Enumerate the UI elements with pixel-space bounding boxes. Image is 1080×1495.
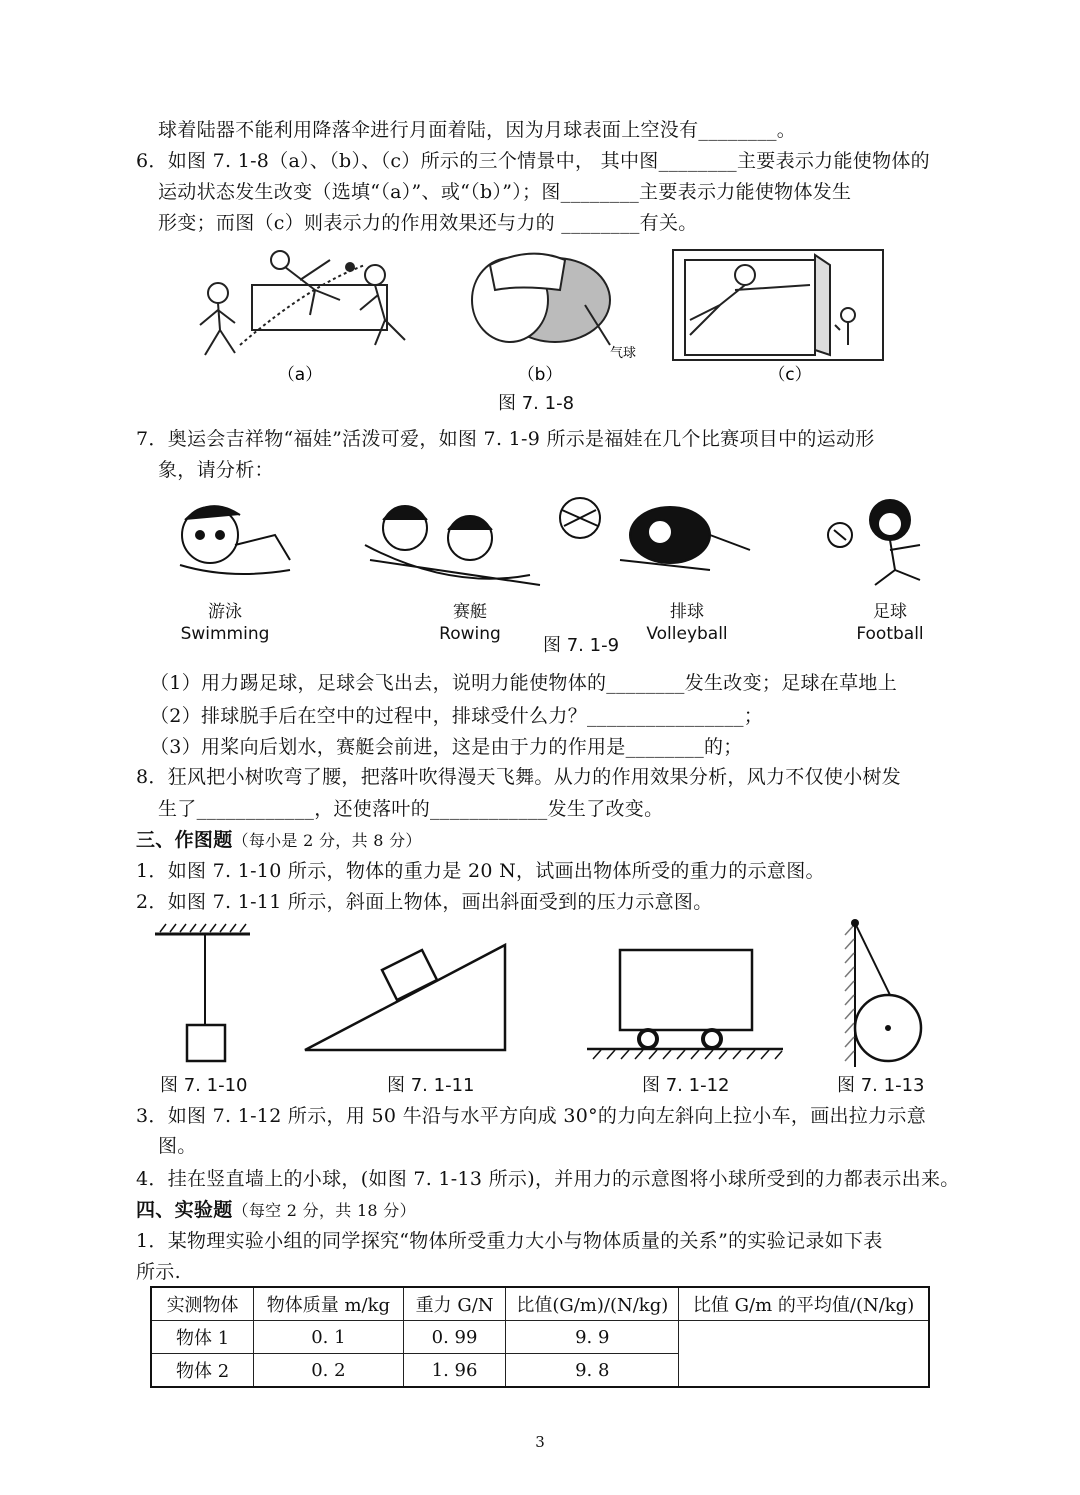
rowing-mascot-illustration — [365, 506, 540, 585]
experiment-question-1-line-2: 所示. — [136, 1261, 181, 1283]
table-header-cell: 比值(G/m)/(N/kg) — [506, 1287, 679, 1321]
figure-7-1-10-caption: 图 7. 1-10 — [160, 1075, 248, 1096]
figure-7-1-10 — [150, 920, 260, 1065]
question-6-line-3: 形变；而图（c）则表示力的作用效果还与力的 ________有关。 — [158, 212, 698, 234]
mascot-football-en: Football — [856, 624, 924, 644]
fig-7-1-8-label-a: （a） — [277, 365, 323, 385]
question-7-sub-3: （3）用桨向后划水，赛艇会前进，这是由于力的作用是________的； — [150, 736, 743, 758]
figure-7-1-13 — [840, 915, 935, 1070]
question-5-tail: 球着陆器不能利用降落伞进行月面着陆，因为月球表面上空没有________。 — [158, 119, 797, 141]
mascot-football-zh: 足球 — [873, 602, 907, 622]
figure-7-1-11 — [300, 940, 510, 1055]
table-cell: 物体 1 — [151, 1321, 254, 1354]
table-row — [151, 1321, 929, 1354]
football-mascot-illustration — [828, 500, 920, 585]
section-4-title: 四、实验题 — [136, 1199, 233, 1221]
mascot-swimming-zh: 游泳 — [208, 602, 242, 622]
soccer-scene-illustration — [200, 251, 405, 355]
mascot-rowing-zh: 赛艇 — [453, 602, 487, 622]
figure-7-1-12 — [585, 945, 785, 1065]
balloon-label: 气球 — [610, 346, 637, 361]
table-cell: 0. 99 — [403, 1321, 506, 1354]
mascot-volleyball-en: Volleyball — [646, 624, 728, 644]
question-7-line-1: 7．奥运会吉祥物“福娃”活泼可爱，如图 7. 1-9 所示是福娃在几个比赛项目中的运动形 — [136, 428, 875, 450]
experiment-data-table — [150, 1286, 930, 1388]
table-cell: 物体 2 — [151, 1354, 254, 1388]
fig-7-1-8-label-b: （b） — [517, 365, 563, 385]
section-4-heading — [136, 1197, 416, 1224]
table-cell: 9. 9 — [506, 1321, 679, 1354]
section-3-note: （每小是 2 分，共 8 分） — [232, 831, 422, 850]
figure-7-1-11-caption: 图 7. 1-11 — [387, 1075, 475, 1096]
page-number: 3 — [535, 1433, 545, 1451]
mascot-volleyball-zh: 排球 — [670, 602, 704, 622]
door-push-illustration — [673, 250, 883, 360]
table-header-cell: 物体质量 m/kg — [254, 1287, 404, 1321]
figure-7-1-8 — [190, 245, 900, 395]
section-3-title: 三、作图题 — [136, 829, 233, 851]
question-7-sub-1: （1）用力踢足球，足球会飞出去，说明力能使物体的________发生改变；足球在草地上 — [150, 672, 897, 694]
mascot-rowing-en: Rowing — [439, 624, 501, 644]
table-header-cell: 比值 G/m 的平均值/(N/kg) — [679, 1287, 929, 1321]
question-8-line-2: 生了____________，还使落叶的____________发生了改变。 — [158, 798, 664, 820]
section-3-heading — [136, 827, 422, 854]
drawing-question-1: 1．如图 7. 1-10 所示，物体的重力是 20 N，试画出物体所受的重力的示意图。 — [136, 860, 825, 882]
drawing-question-3-line-1: 3．如图 7. 1-12 所示，用 50 牛沿与水平方向成 30°的力向左斜向上拉小车，画出拉力示意 — [136, 1105, 926, 1127]
table-cell: 0. 2 — [254, 1354, 404, 1388]
balloon-press-illustration — [472, 254, 610, 345]
question-7-line-2: 象，请分析： — [158, 459, 274, 481]
fig-7-1-8-label-c: （c） — [768, 365, 812, 385]
table-header-cell: 实测物体 — [151, 1287, 254, 1321]
figure-7-1-9-illustrations — [150, 490, 950, 590]
figure-7-1-9-caption: 图 7. 1-9 — [543, 635, 620, 656]
question-6-line-2: 运动状态发生改变（选填“（a）”、或“（b）”）；图________主要表示力能使物体发生 — [158, 181, 852, 203]
table-cell: 9. 8 — [506, 1354, 679, 1388]
question-7-sub-2: （2）排球脱手后在空中的过程中，排球受什么力？________________； — [150, 705, 764, 727]
drawing-question-3-line-2: 图。 — [158, 1135, 197, 1157]
drawing-question-4: 4．挂在竖直墙上的小球，(如图 7. 1-13 所示)，并用力的示意图将小球所受到的力都表示出来。 — [136, 1168, 960, 1190]
question-8-line-1: 8．狂风把小树吹弯了腰，把落叶吹得漫天飞舞。从力的作用效果分析，风力不仅使小树发 — [136, 766, 902, 788]
figure-7-1-13-caption: 图 7. 1-13 — [837, 1075, 925, 1096]
section-4-note: （每空 2 分，共 18 分） — [232, 1201, 416, 1220]
table-header-row — [151, 1287, 929, 1321]
experiment-question-1-line-1: 1．某物理实验小组的同学探究“物体所受重力大小与物体质量的关系”的实验记录如下表 — [136, 1230, 883, 1252]
question-6-line-1: 6．如图 7. 1-8（a）、（b）、（c）所示的三个情景中， 其中图________主要表示力能使物体的 — [136, 150, 930, 172]
table-cell: 1. 96 — [403, 1354, 506, 1388]
figure-7-1-12-caption: 图 7. 1-12 — [642, 1075, 730, 1096]
volleyball-mascot-illustration — [560, 498, 750, 570]
figure-7-1-8-caption: 图 7. 1-8 — [498, 393, 575, 414]
table-header-cell: 重力 G/N — [403, 1287, 506, 1321]
drawing-question-2: 2．如图 7. 1-11 所示，斜面上物体，画出斜面受到的压力示意图。 — [136, 891, 713, 913]
table-cell: 0. 1 — [254, 1321, 404, 1354]
mascot-swimming-en: Swimming — [180, 624, 270, 644]
table-average-cell[interactable] — [679, 1321, 929, 1388]
swimming-mascot-illustration — [180, 506, 290, 574]
